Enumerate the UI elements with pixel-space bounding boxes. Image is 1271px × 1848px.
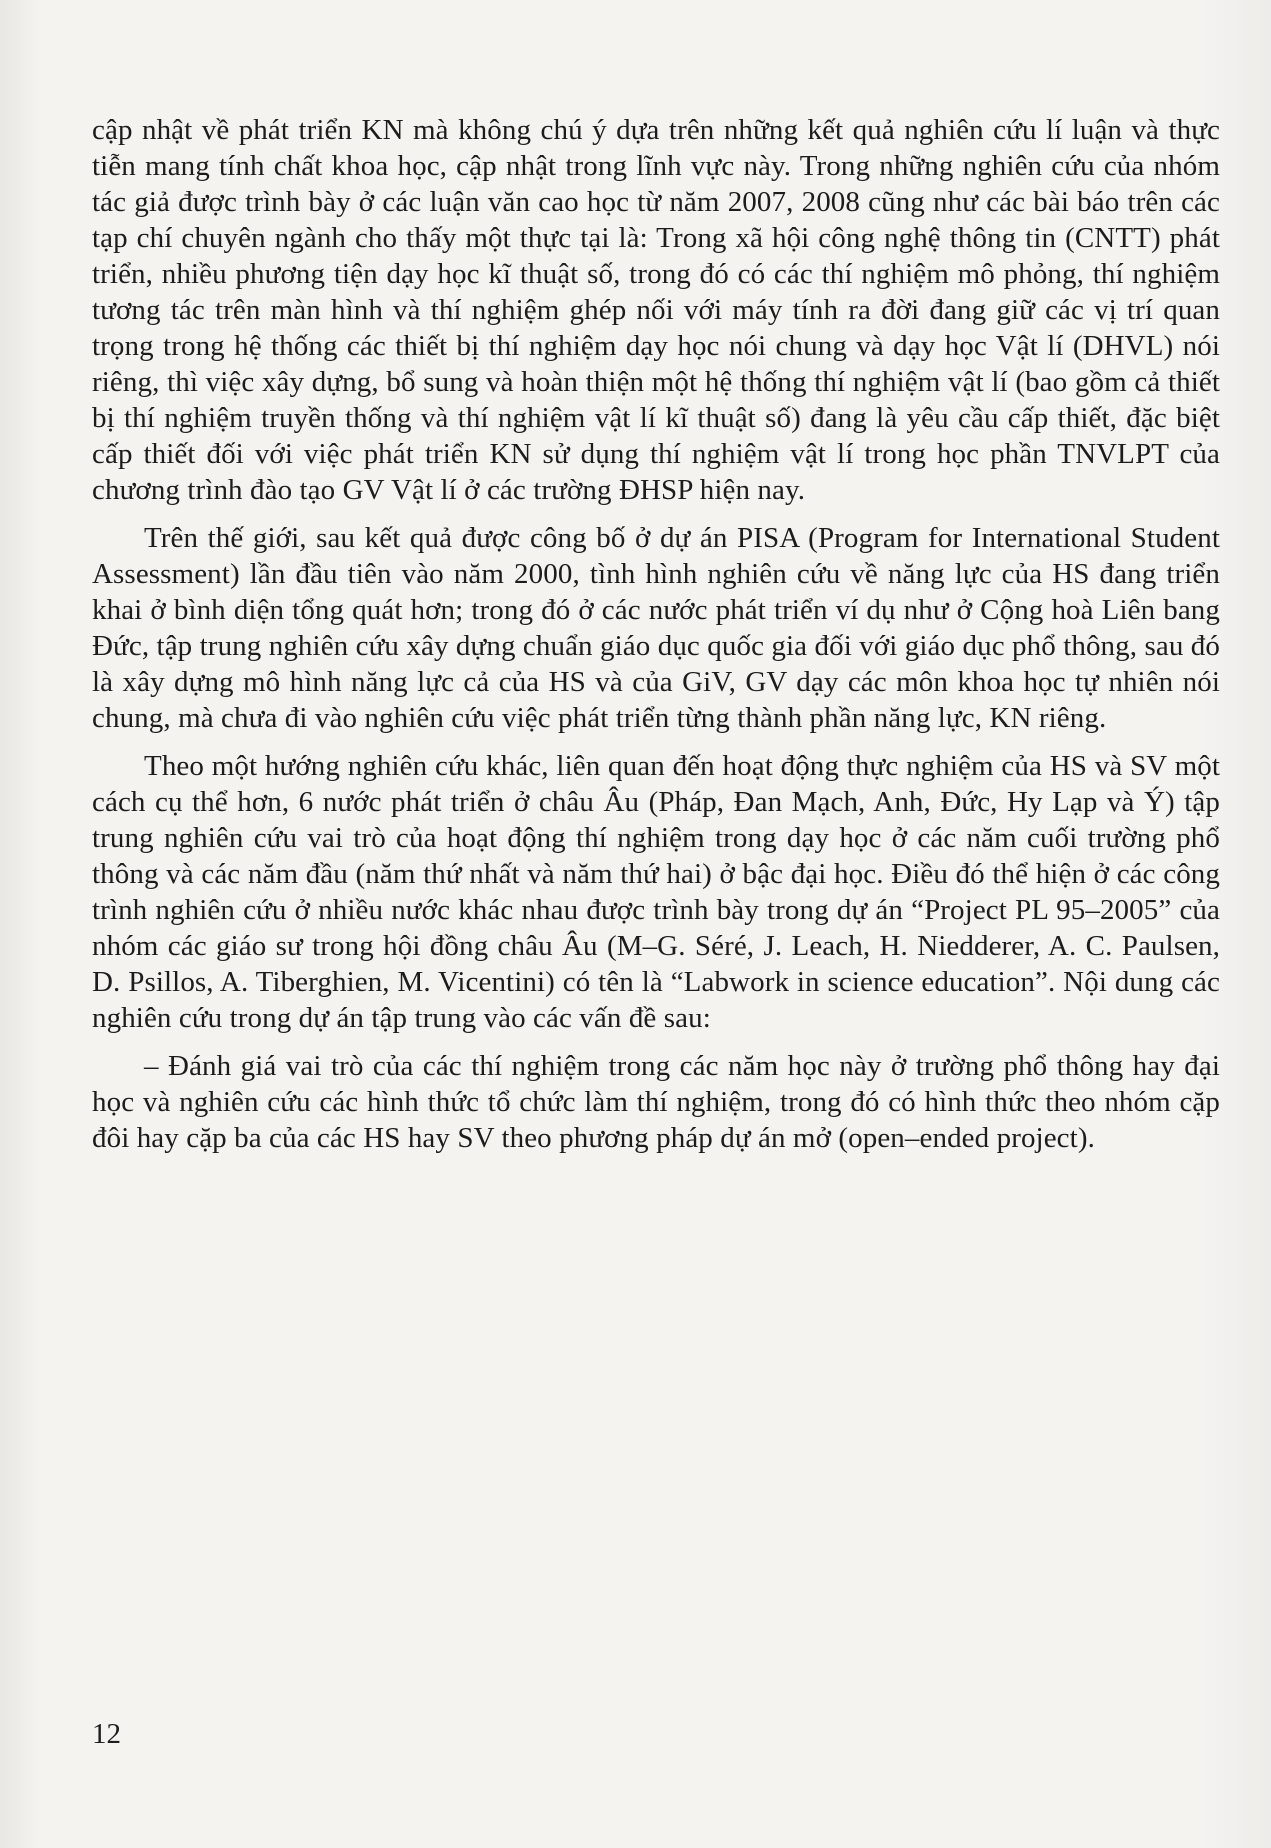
- list-item-evaluation: – Đánh giá vai trò của các thí nghiệm trong các năm học này ở trường phổ thông hay đại học và nghiên cứu các hình thức tổ chức làm thí nghiệm, trong đó có hình thức theo nhóm cặp đôi hay cặp ba của các HS hay SV theo phương pháp dự án mở (open–ended project).: [92, 1050, 1220, 1154]
- body-text: [92, 112, 1220, 1168]
- paragraph-europe-research: Theo một hướng nghiên cứu khác, liên quan đến hoạt động thực nghiệm của HS và SV một cách cụ thể hơn, 6 nước phát triển ở châu Âu (Pháp, Đan Mạch, Anh, Đức, Hy Lạp và Ý) tập trung nghiên cứu vai trò của hoạt động thí nghiệm trong dạy học ở các năm cuối trường phổ thông và các năm đầu (năm thứ nhất và năm thứ hai) ở bậc đại học. Điều đó thể hiện ở các công trình nghiên cứu ở nhiều nước khác nhau được trình bày trong dự án “Project PL 95–2005” của nhóm các giáo sư trong hội đồng châu Âu (M–G. Séré, J. Leach, H. Niedderer, A. C. Paulsen, D. Psillos, A. Tiberghien, M. Vicentini) có tên là “Labwork in science education”. Nội dung các nghiên cứu trong dự án tập trung vào các vấn đề sau:: [92, 750, 1220, 1034]
- paragraph-continuation: cập nhật về phát triển KN mà không chú ý dựa trên những kết quả nghiên cứu lí luận và thực tiễn mang tính chất khoa học, cập nhật trong lĩnh vực này. Trong những nghiên cứu của nhóm tác giả được trình bày ở các luận văn cao học từ năm 2007, 2008 cũng như các bài báo trên các tạp chí chuyên ngành cho thấy một thực tại là: Trong xã hội công nghệ thông tin (CNTT) phát triển, nhiều phương tiện dạy học kĩ thuật số, trong đó có các thí nghiệm mô phỏng, thí nghiệm tương tác trên màn hình và thí nghiệm ghép nối với máy tính ra đời đang giữ các vị trí quan trọng trong hệ thống các thiết bị thí nghiệm dạy học nói chung và dạy học Vật lí (DHVL) nói riêng, thì việc xây dựng, bổ sung và hoàn thiện một hệ thống thí nghiệm vật lí (bao gồm cả thiết bị thí nghiệm truyền thống và thí nghiệm vật lí kĩ thuật số) đang là yêu cầu cấp thiết, đặc biệt cấp thiết đối với việc phát triển KN sử dụng thí nghiệm vật lí trong học phần TNVLPT của chương trình đào tạo GV Vật lí ở các trường ĐHSP hiện nay.: [92, 114, 1220, 506]
- paragraph-pisa: Trên thế giới, sau kết quả được công bố ở dự án PISA (Program for International Student Assessment) lần đầu tiên vào năm 2000, tình hình nghiên cứu về năng lực của HS đang triển khai ở bình diện tổng quát hơn; trong đó ở các nước phát triển ví dụ như ở Cộng hoà Liên bang Đức, tập trung nghiên cứu xây dựng chuẩn giáo dục quốc gia đối với giáo dục phổ thông, sau đó là xây dựng mô hình năng lực cả của HS và của GiV, GV dạy các môn khoa học tự nhiên nói chung, mà chưa đi vào nghiên cứu việc phát triển từng thành phần năng lực, KN riêng.: [92, 522, 1220, 734]
- page-number: 12: [92, 1718, 121, 1750]
